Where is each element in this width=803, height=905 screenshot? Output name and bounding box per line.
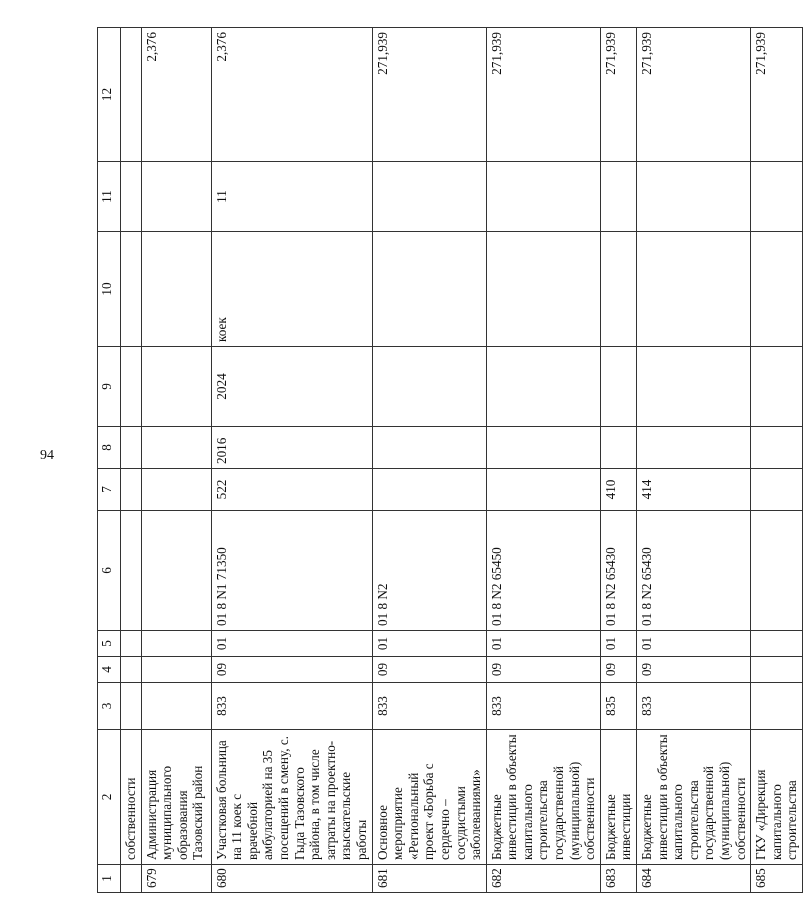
table-cell: [600, 162, 636, 232]
header-cell: 8: [98, 427, 121, 469]
table-cell: [751, 469, 803, 511]
table-cell: [600, 347, 636, 427]
table-cell: 680: [211, 865, 372, 893]
header-cell: 11: [98, 162, 121, 232]
table-cell: [372, 469, 486, 511]
table-cell: [141, 631, 211, 657]
table-cell: [486, 469, 600, 511]
table-cell: [751, 511, 803, 631]
table-cell: [141, 427, 211, 469]
table-cell: [121, 28, 142, 162]
table-cell: 09: [637, 657, 751, 683]
table-cell: 833: [372, 683, 486, 730]
table-cell: [600, 427, 636, 469]
table-cell: 01: [637, 631, 751, 657]
table-cell: 682: [486, 865, 600, 893]
table-cell: 09: [600, 657, 636, 683]
table-row: [121, 28, 142, 893]
table-cell: 2016: [211, 427, 372, 469]
table-cell: [372, 427, 486, 469]
table-cell: 410: [600, 469, 636, 511]
table-cell: 01: [600, 631, 636, 657]
header-cell: 2: [98, 730, 121, 865]
table-cell: 2,376: [211, 28, 372, 162]
table-cell: Бюджетные инвестиции в объекты капитального строительства государственной (муниципальной) собственности: [486, 730, 600, 865]
rotated-table-container: [97, 28, 800, 893]
table-cell: ГКУ «Дирекция капитального строительства: [751, 730, 803, 865]
table-cell: [121, 347, 142, 427]
header-cell: 4: [98, 657, 121, 683]
table-cell: [141, 162, 211, 232]
table-cell: [141, 469, 211, 511]
table-row: [600, 28, 636, 893]
table-cell: 01: [372, 631, 486, 657]
table-cell: [121, 469, 142, 511]
table-cell: Администрация муниципального образования Тазовский район: [141, 730, 211, 865]
table-cell: [141, 347, 211, 427]
table-cell: 01: [211, 631, 372, 657]
table-cell: [486, 347, 600, 427]
table-cell: 414: [637, 469, 751, 511]
page-number: 94: [40, 448, 54, 463]
table-cell: [637, 232, 751, 347]
table-cell: [486, 427, 600, 469]
table-cell: 11: [211, 162, 372, 232]
table-row: [211, 28, 372, 893]
table-cell: [372, 162, 486, 232]
table-cell: 271,939: [637, 28, 751, 162]
table-cell: 684: [637, 865, 751, 893]
header-cell: 9: [98, 347, 121, 427]
header-cell: 1: [98, 865, 121, 893]
table-cell: [486, 162, 600, 232]
table-cell: [751, 631, 803, 657]
header-cell: 6: [98, 511, 121, 631]
table-cell: [751, 683, 803, 730]
table-cell: 01 8 N2 65430: [600, 511, 636, 631]
table-cell: [121, 511, 142, 631]
table-cell: 09: [372, 657, 486, 683]
header-cell: 3: [98, 683, 121, 730]
table-cell: 685: [751, 865, 803, 893]
table-cell: 679: [141, 865, 211, 893]
table-cell: 09: [486, 657, 600, 683]
table-cell: [751, 232, 803, 347]
table-cell: 01 8 N2: [372, 511, 486, 631]
table-cell: [486, 232, 600, 347]
table-cell: [751, 657, 803, 683]
table-cell: [141, 657, 211, 683]
table-cell: Участковая больница на 11 коек с врачебной амбулаторией на 35 посещений в смену, с. Гыда Тазовского района, в том числе затраты на проектно-изыскательские работы: [211, 730, 372, 865]
table-cell: 271,939: [600, 28, 636, 162]
table-row: [372, 28, 486, 893]
table-cell: 01 8 N1 71350: [211, 511, 372, 631]
table-cell: 835: [600, 683, 636, 730]
table-cell: [121, 162, 142, 232]
table-cell: 2,376: [141, 28, 211, 162]
table-cell: 271,939: [486, 28, 600, 162]
table-cell: 833: [486, 683, 600, 730]
table-cell: Основное мероприятие «Региональный проект «Борьба с сердечно – сосудистыми заболеваниями»: [372, 730, 486, 865]
table-cell: 271,939: [372, 28, 486, 162]
table-cell: [600, 232, 636, 347]
table-cell: 522: [211, 469, 372, 511]
table-cell: 681: [372, 865, 486, 893]
table-cell: [372, 347, 486, 427]
table-cell: [751, 347, 803, 427]
table-cell: [372, 232, 486, 347]
table-cell: 2024: [211, 347, 372, 427]
table-cell: 01: [486, 631, 600, 657]
table-cell: [141, 683, 211, 730]
table-cell: [637, 162, 751, 232]
table-cell: [141, 511, 211, 631]
table-cell: 09: [211, 657, 372, 683]
table-cell: [751, 427, 803, 469]
table-cell: [141, 232, 211, 347]
table-cell: [637, 427, 751, 469]
table-cell: [121, 865, 142, 893]
table-cell: Бюджетные инвестиции: [600, 730, 636, 865]
header-cell: 5: [98, 631, 121, 657]
table-cell: [121, 631, 142, 657]
table-row: [486, 28, 600, 893]
header-cell: 12: [98, 28, 121, 162]
table-cell: [121, 427, 142, 469]
header-cell: 10: [98, 232, 121, 347]
budget-table: [97, 27, 803, 893]
table-cell: 833: [211, 683, 372, 730]
table-cell: [121, 683, 142, 730]
table-cell: [637, 347, 751, 427]
table-row: [141, 28, 211, 893]
table-cell: [121, 657, 142, 683]
table-cell: [751, 162, 803, 232]
table-header-row: [98, 28, 121, 893]
table-cell: 01 8 N2 65450: [486, 511, 600, 631]
table-row: [751, 28, 803, 893]
table-cell: коек: [211, 232, 372, 347]
table-cell: Бюджетные инвестиции в объекты капитального строительства государственной (муниципальной) собственности: [637, 730, 751, 865]
table-cell: 683: [600, 865, 636, 893]
table-cell: [121, 232, 142, 347]
table-cell: собственности: [121, 730, 142, 865]
header-cell: 7: [98, 469, 121, 511]
table-cell: 271,939: [751, 28, 803, 162]
table-row: [637, 28, 751, 893]
table-cell: 01 8 N2 65430: [637, 511, 751, 631]
table-cell: 833: [637, 683, 751, 730]
